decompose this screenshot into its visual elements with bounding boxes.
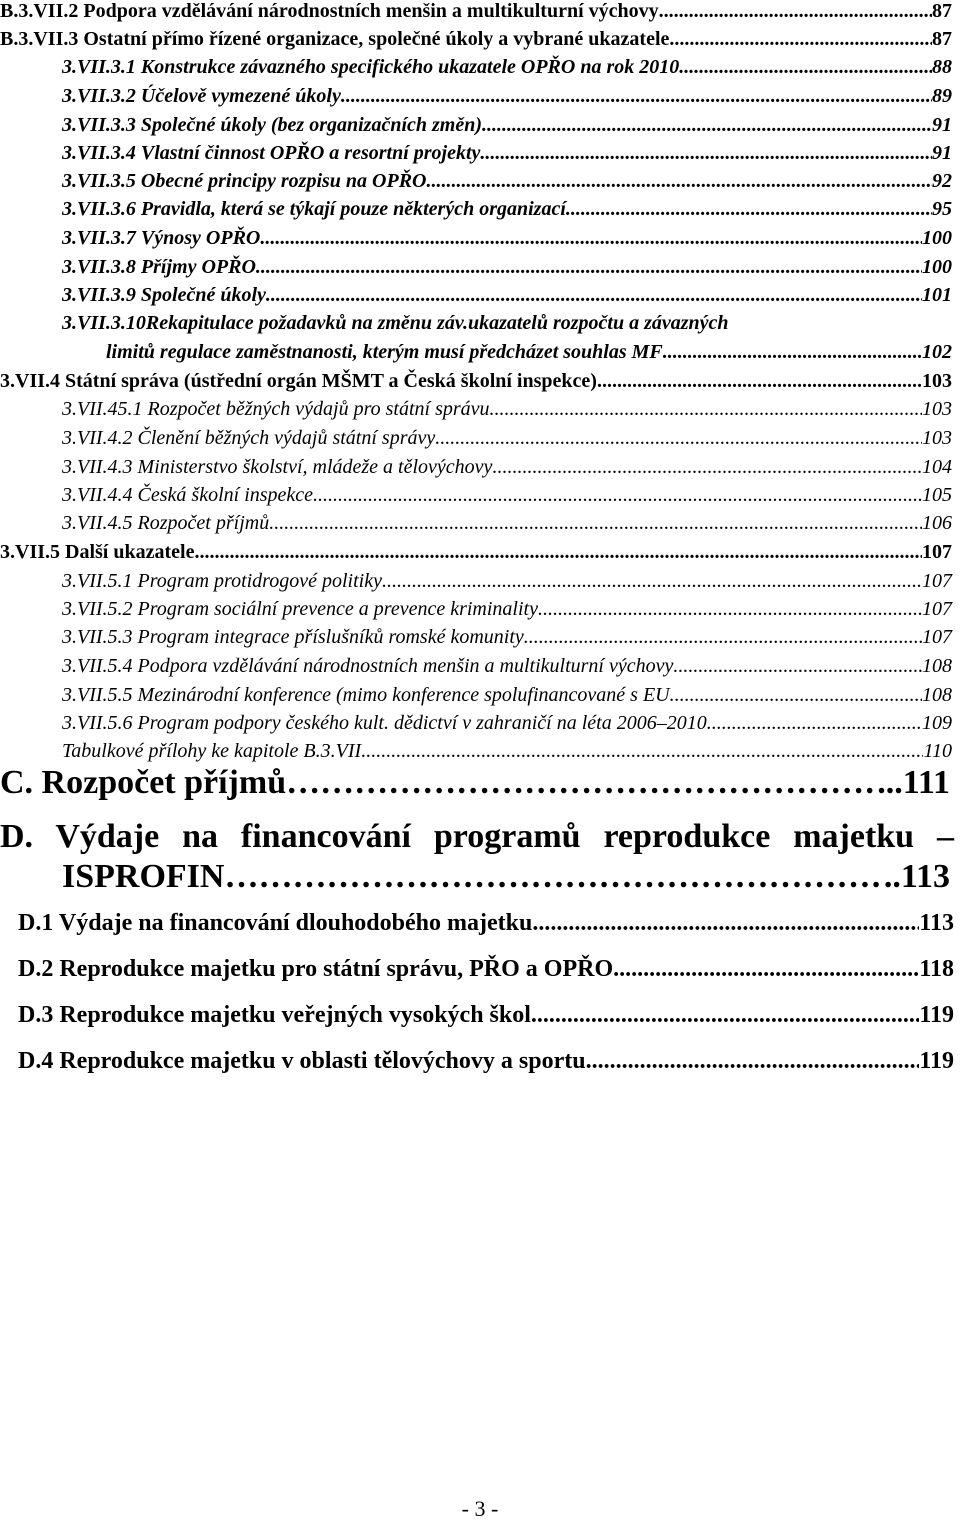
toc-entry-page: 91: [932, 142, 952, 164]
toc-leader-dots: [566, 198, 932, 221]
toc-entry-title: 3.VII.4.5 Rozpočet příjmů: [62, 512, 270, 534]
toc-entry-page: 103: [922, 398, 952, 420]
toc-entry-title: 3.VII.4.2 Členění běžných výdajů státní správy: [62, 427, 436, 449]
toc-leader-dots: [659, 0, 932, 23]
toc-entry-page: 101: [922, 284, 952, 306]
toc-entry-page: 119: [919, 1002, 954, 1028]
toc-entry-title: D.1 Výdaje na financování dlouhodobého majetku: [18, 910, 533, 936]
toc-leader-dots: [531, 1002, 919, 1029]
toc-entry-title: 3.VII.5.6 Program podpory českého kult. dědictví v zahraničí na léta 2006–2010: [62, 712, 707, 734]
toc-entry-page: 87: [932, 28, 952, 50]
toc-entry[interactable]: [62, 427, 952, 450]
toc-leader-dots: [269, 512, 922, 535]
toc-entry-title: ISPROFIN: [62, 858, 225, 895]
toc-entry-title: 3.VII.5.1 Program protidrogové politiky: [62, 570, 382, 592]
toc-leader-dots: [382, 570, 922, 593]
toc-entry[interactable]: [18, 1048, 954, 1075]
toc-entry[interactable]: [62, 598, 952, 621]
toc-entry-title: 3.VII.3.1 Konstrukce závazného specifického ukazatele OPŘO na rok 2010: [62, 56, 680, 78]
toc-entry[interactable]: [0, 541, 952, 564]
toc-entry[interactable]: [62, 655, 952, 678]
toc-entry-title: 3.VII.5.3 Program integrace příslušníků romské komunity: [62, 626, 524, 648]
toc-entry-title: D.2 Reprodukce majetku pro státní správu, PŘO a OPŘO: [18, 956, 614, 982]
toc-leader-dots: [224, 858, 883, 896]
toc-entry-page: 103: [922, 370, 952, 392]
toc-entry-title: 3.VII.4 Státní správa (ústřední orgán MŠMT a Česká školní inspekce): [0, 370, 597, 392]
toc-entry-page: 106: [922, 512, 952, 534]
toc-leader-dots: [586, 1048, 920, 1075]
toc-entry-title: D. Výdaje na financování programů reprodukce majetku –: [0, 818, 954, 855]
toc-entry[interactable]: [62, 626, 952, 649]
toc-entry-page: 107: [922, 541, 952, 563]
toc-leader-dots: [538, 598, 922, 621]
toc-entry-page: 107: [922, 570, 952, 592]
toc-entry-title: 3.VII.3.8 Příjmy OPŘO: [62, 256, 256, 278]
toc-entry-page: 88: [932, 56, 952, 78]
toc-entry-title: 3.VII.3.10Rekapitulace požadavků na změnu záv.ukazatelů rozpočtu a závazných: [62, 312, 729, 334]
toc-entry[interactable]: [62, 56, 952, 79]
toc-leader-dots: [341, 85, 932, 108]
toc-entry[interactable]: [62, 170, 952, 193]
toc-leader-dots: [663, 341, 922, 364]
toc-entry-page: 92: [932, 170, 952, 192]
toc-entry-title: B.3.VII.2 Podpora vzdělávání národnostních menšin a multikulturní výchovy: [0, 0, 659, 22]
toc-entry-chapter-d-first-line[interactable]: [0, 818, 954, 856]
toc-entry-page: 118: [919, 956, 954, 982]
toc-entry[interactable]: [0, 370, 952, 393]
toc-leader-dots: [286, 764, 877, 802]
toc-entry-title: 3.VII.3.2 Účelově vymezené úkoly: [62, 85, 341, 107]
toc-entry-title: 3.VII.4.3 Ministerstvo školství, mládeže a tělovýchovy: [62, 456, 493, 478]
toc-leader-dots: [707, 712, 922, 735]
toc-leader-dots: [480, 142, 932, 165]
toc-entry-title: 3.VII.3.4 Vlastní činnost OPŘO a resortní projekty: [62, 142, 481, 164]
toc-entry[interactable]: [62, 512, 952, 535]
toc-entry-page: 87: [932, 0, 952, 22]
toc-entry[interactable]: [62, 227, 952, 250]
toc-entry-title: B.3.VII.3 Ostatní přímo řízené organizace, společné úkoly a vybrané ukazatele: [0, 28, 670, 50]
toc-entry[interactable]: [62, 85, 952, 108]
toc-entry-title: 3.VII.5 Další ukazatele: [0, 541, 195, 563]
toc-entry[interactable]: [62, 284, 952, 307]
toc-entry[interactable]: [62, 684, 952, 707]
toc-entry[interactable]: [18, 956, 954, 983]
toc-entry[interactable]: [62, 256, 952, 279]
toc-entry-title: D.4 Reprodukce majetku v oblasti tělovýchovy a sportu: [18, 1048, 586, 1074]
toc-entry-title: D.3 Reprodukce majetku veřejných vysokých škol: [18, 1002, 531, 1028]
toc-leader-dots: [490, 398, 922, 421]
toc-entry-page: 102: [922, 341, 952, 363]
toc-entry-title: limitů regulace zaměstnanosti, kterým musí předcházet souhlas MF: [106, 341, 663, 363]
toc-leader-dots: [597, 370, 922, 393]
toc-entry-title: 3.VII.5.4 Podpora vzdělávání národnostních menšin a multikulturní výchovy: [62, 655, 674, 677]
toc-entry-title: 3.VII.3.6 Pravidla, která se týkají pouze některých organizací: [62, 198, 566, 220]
toc-entry-page: 113: [919, 910, 954, 936]
toc-entry[interactable]: [18, 1002, 954, 1029]
toc-leader-dots: [256, 256, 922, 279]
toc-entry-page: 105: [922, 484, 952, 506]
toc-leader-dots: [679, 56, 932, 79]
toc-entry-title: C. Rozpočet příjmů: [0, 764, 287, 801]
toc-entry-title: 3.VII.5.5 Mezinárodní konference (mimo konference spolufinancované s EU: [62, 684, 670, 706]
toc-entry-first-line[interactable]: [62, 312, 952, 335]
toc-entry-page: 109: [922, 712, 952, 734]
toc-entry-page: 89: [932, 85, 952, 107]
toc-entry-title: 3.VII.5.2 Program sociální prevence a prevence kriminality: [62, 598, 538, 620]
toc-entry[interactable]: [62, 712, 952, 735]
toc-entry-page: 108: [922, 684, 952, 706]
toc-entry-chapter-d[interactable]: [62, 858, 950, 896]
toc-entry-title: 3.VII.3.9 Společné úkoly: [62, 284, 266, 306]
toc-entry-chapter-c[interactable]: [0, 764, 950, 802]
toc-entry[interactable]: [62, 740, 952, 763]
toc-leader-dots: [532, 910, 919, 937]
toc-entry-title: 3.VII.3.3 Společné úkoly (bez organizačních změn): [62, 114, 483, 136]
toc-leader-dots: [670, 684, 922, 707]
toc-entry-page: 107: [922, 626, 952, 648]
toc-entry[interactable]: [62, 456, 952, 479]
toc-entry[interactable]: [62, 570, 952, 593]
toc-entry-page: 104: [922, 456, 952, 478]
toc-entry[interactable]: [62, 398, 952, 421]
toc-leader-dots: [260, 227, 922, 250]
toc-entry-page: 110: [923, 740, 952, 762]
toc-entry-title: Tabulkové přílohy ke kapitole B.3.VII: [62, 740, 362, 762]
toc-entry-title: 3.VII.4.4 Česká školní inspekce: [62, 484, 314, 506]
toc-entry-page: ..113: [883, 858, 950, 895]
toc-entry-page: 91: [932, 114, 952, 136]
toc-entry[interactable]: [106, 341, 952, 364]
toc-leader-dots: [613, 956, 919, 983]
toc-entry[interactable]: [62, 198, 952, 221]
toc-entry-title: 3.VII.3.7 Výnosy OPŘO: [62, 227, 261, 249]
toc-entry[interactable]: [62, 484, 952, 507]
page-number: - 3 -: [461, 1496, 499, 1521]
toc-entry[interactable]: [62, 142, 952, 165]
toc-entry-page: 103: [922, 427, 952, 449]
toc-entry-page: 119: [919, 1048, 954, 1074]
toc-entry-page: 95: [932, 198, 952, 220]
toc-leader-dots: [435, 427, 922, 450]
toc-entry-page: 100: [922, 256, 952, 278]
toc-entry-page: 107: [922, 598, 952, 620]
toc-leader-dots: [669, 28, 932, 51]
toc-leader-dots: [524, 626, 922, 649]
toc-entry[interactable]: [18, 910, 954, 937]
toc-entry-title: 3.VII.45.1 Rozpočet běžných výdajů pro státní správu: [62, 398, 490, 420]
toc-leader-dots: [266, 284, 922, 307]
toc-entry-page: 100: [922, 227, 952, 249]
toc-leader-dots: [673, 655, 922, 678]
toc-leader-dots: [361, 740, 923, 763]
toc-leader-dots: [492, 456, 922, 479]
toc-entry-title: 3.VII.3.5 Obecné principy rozpisu na OPŘO: [62, 170, 427, 192]
toc-entry[interactable]: [0, 0, 952, 23]
toc-leader-dots: [194, 541, 922, 564]
toc-entry-page: 108: [922, 655, 952, 677]
toc-entry[interactable]: [62, 114, 952, 137]
toc-leader-dots: [313, 484, 922, 507]
toc-entry-page: ...111: [877, 764, 950, 801]
toc-leader-dots: [482, 114, 932, 137]
toc-leader-dots: [426, 170, 932, 193]
toc-entry[interactable]: [0, 28, 952, 51]
